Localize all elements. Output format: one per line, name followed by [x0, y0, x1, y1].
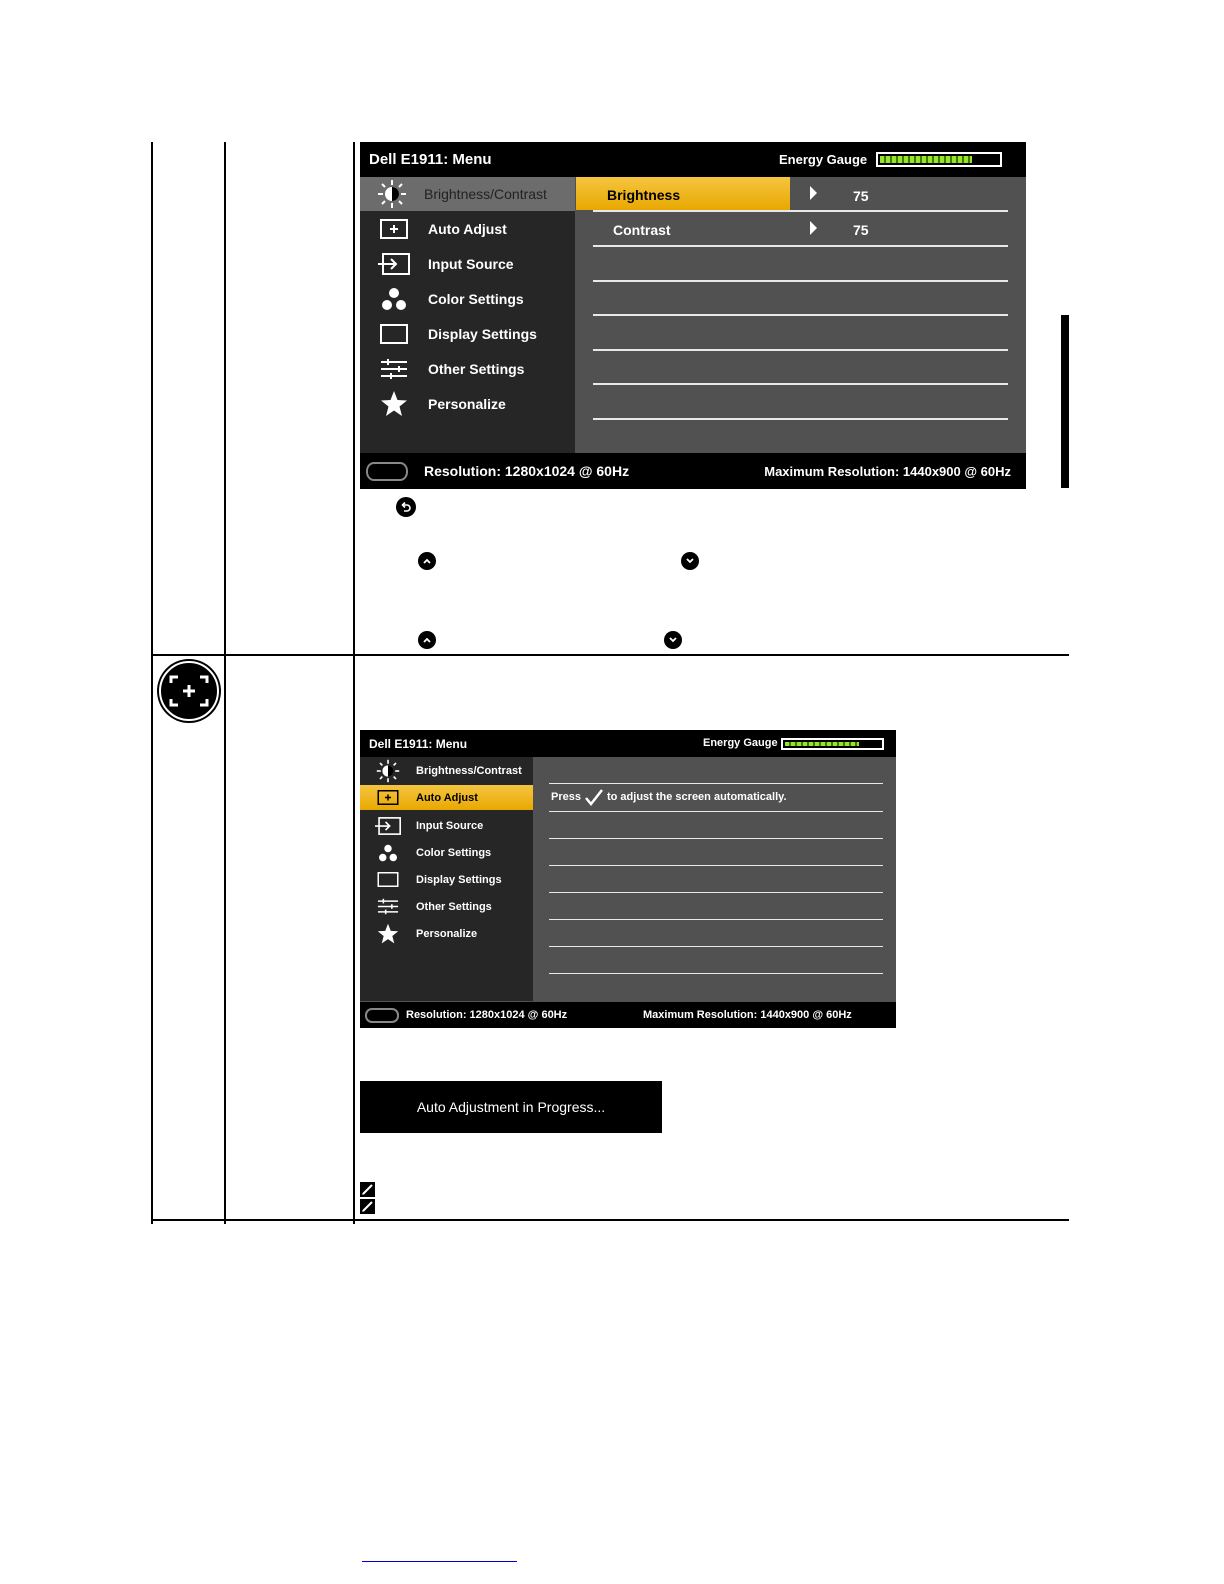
menu-label: Input Source — [428, 256, 514, 272]
menu-label: Brightness/Contrast — [416, 764, 522, 777]
row-divider — [593, 418, 1008, 420]
note-icon — [360, 1199, 375, 1214]
row-brightness[interactable] — [576, 177, 790, 210]
arrow-right-icon — [810, 221, 817, 235]
display-settings-icon — [360, 317, 428, 351]
table-row-divider — [151, 654, 1069, 656]
star-icon — [360, 387, 428, 421]
auto-adjust-instruction — [551, 788, 787, 806]
menu-item-auto-adjust[interactable] — [360, 212, 575, 246]
energy-gauge-label: Energy Gauge — [779, 152, 868, 167]
row-divider — [549, 892, 883, 893]
osd-sidebar — [360, 177, 575, 453]
back-button-icon — [396, 497, 416, 517]
menu-label: Personalize — [416, 927, 478, 940]
row-divider — [549, 838, 883, 839]
max-resolution-text: Maximum Resolution: 1440x900 @ 60Hz — [643, 1009, 852, 1021]
menu-item-display-settings[interactable] — [360, 866, 533, 893]
table-row-divider-bottom — [151, 1219, 1069, 1221]
menu-label: Auto Adjust — [428, 221, 507, 237]
star-icon — [360, 920, 416, 947]
row-divider — [549, 946, 883, 947]
menu-label: Color Settings — [428, 291, 524, 307]
auto-adjust-icon — [157, 659, 221, 723]
down-button-icon — [664, 631, 682, 649]
menu-label: Display Settings — [428, 326, 537, 342]
row-divider — [593, 349, 1008, 351]
back-to-top-link[interactable] — [362, 1561, 517, 1562]
menu-item-other-settings[interactable] — [360, 893, 533, 920]
auto-adjust-progress-box — [360, 1081, 662, 1133]
osd-menu-brightness — [360, 142, 1026, 489]
resolution-text: Resolution: 1280x1024 @ 60Hz — [406, 1009, 568, 1021]
auto-adjust-icon — [360, 212, 428, 246]
brightness-icon — [360, 177, 424, 211]
osd-header — [360, 730, 896, 757]
osd-footer — [360, 1002, 896, 1028]
input-source-icon — [360, 812, 416, 839]
table-border-col2 — [224, 142, 226, 1224]
progress-text: Auto Adjustment in Progress... — [416, 1099, 606, 1115]
menu-label: Auto Adjust — [416, 791, 478, 804]
auto-adjust-icon — [360, 785, 416, 810]
row-contrast[interactable] — [576, 212, 790, 245]
menu-item-display-settings[interactable] — [360, 317, 575, 351]
row-divider — [549, 811, 883, 812]
menu-item-auto-adjust[interactable] — [360, 785, 533, 810]
row-divider — [549, 919, 883, 920]
energy-gauge-fill — [880, 156, 972, 163]
row-divider — [549, 973, 883, 974]
menu-item-color-settings[interactable] — [360, 282, 575, 316]
up-button-icon — [418, 631, 436, 649]
menu-item-brightness-contrast[interactable] — [360, 757, 533, 784]
menu-label: Input Source — [416, 819, 484, 832]
menu-label: Other Settings — [428, 361, 525, 377]
osd-title: Dell E1911: Menu — [369, 151, 492, 168]
press-text: Press — [551, 791, 581, 803]
menu-label: Brightness/Contrast — [424, 186, 547, 202]
other-settings-icon — [360, 352, 428, 386]
contrast-value: 75 — [853, 222, 869, 238]
vga-connector-icon — [365, 1008, 399, 1023]
checkmark-icon — [584, 788, 604, 806]
brightness-icon — [360, 757, 416, 784]
menu-item-personalize[interactable] — [360, 920, 533, 947]
energy-gauge-label: Energy Gauge — [703, 737, 778, 749]
row-label: Brightness — [607, 187, 681, 203]
menu-item-personalize[interactable] — [360, 387, 575, 421]
energy-gauge — [781, 738, 884, 750]
osd-sidebar — [360, 757, 533, 1001]
up-button-icon — [418, 552, 436, 570]
menu-item-input-source[interactable] — [360, 247, 575, 281]
display-settings-icon — [360, 866, 416, 893]
arrow-right-icon — [810, 186, 817, 200]
vga-connector-icon — [366, 462, 408, 481]
menu-item-input-source[interactable] — [360, 812, 533, 839]
row-label: Contrast — [613, 222, 671, 238]
table-border-left — [151, 142, 153, 1224]
row-divider — [593, 280, 1008, 282]
max-resolution-text: Maximum Resolution: 1440x900 @ 60Hz — [764, 464, 1011, 479]
osd-header — [360, 142, 1026, 177]
menu-item-color-settings[interactable] — [360, 839, 533, 866]
menu-label: Other Settings — [416, 900, 492, 913]
menu-label: Personalize — [428, 396, 506, 412]
row-divider — [593, 383, 1008, 385]
press-text-after: to adjust the screen automatically. — [606, 791, 787, 803]
color-settings-icon — [360, 839, 416, 866]
menu-item-other-settings[interactable] — [360, 352, 575, 386]
row-divider — [593, 314, 1008, 316]
other-settings-icon — [360, 893, 416, 920]
down-button-icon — [681, 552, 699, 570]
row-divider — [549, 783, 883, 784]
energy-gauge — [876, 152, 1002, 167]
energy-gauge-fill — [785, 742, 859, 746]
color-settings-icon — [360, 282, 428, 316]
row-divider — [549, 865, 883, 866]
brightness-value: 75 — [853, 188, 869, 204]
menu-label: Display Settings — [416, 873, 502, 886]
row-divider — [593, 245, 1008, 247]
input-source-icon — [360, 247, 428, 281]
osd-footer — [360, 453, 1026, 489]
page-edge-bar — [1061, 315, 1069, 488]
note-icon — [360, 1182, 375, 1197]
table-border-col3 — [353, 142, 355, 1224]
osd-title: Dell E1911: Menu — [369, 737, 468, 751]
menu-item-brightness-contrast[interactable] — [360, 177, 575, 211]
osd-menu-auto-adjust — [360, 730, 896, 1028]
resolution-text: Resolution: 1280x1024 @ 60Hz — [424, 463, 630, 479]
menu-label: Color Settings — [416, 846, 492, 859]
